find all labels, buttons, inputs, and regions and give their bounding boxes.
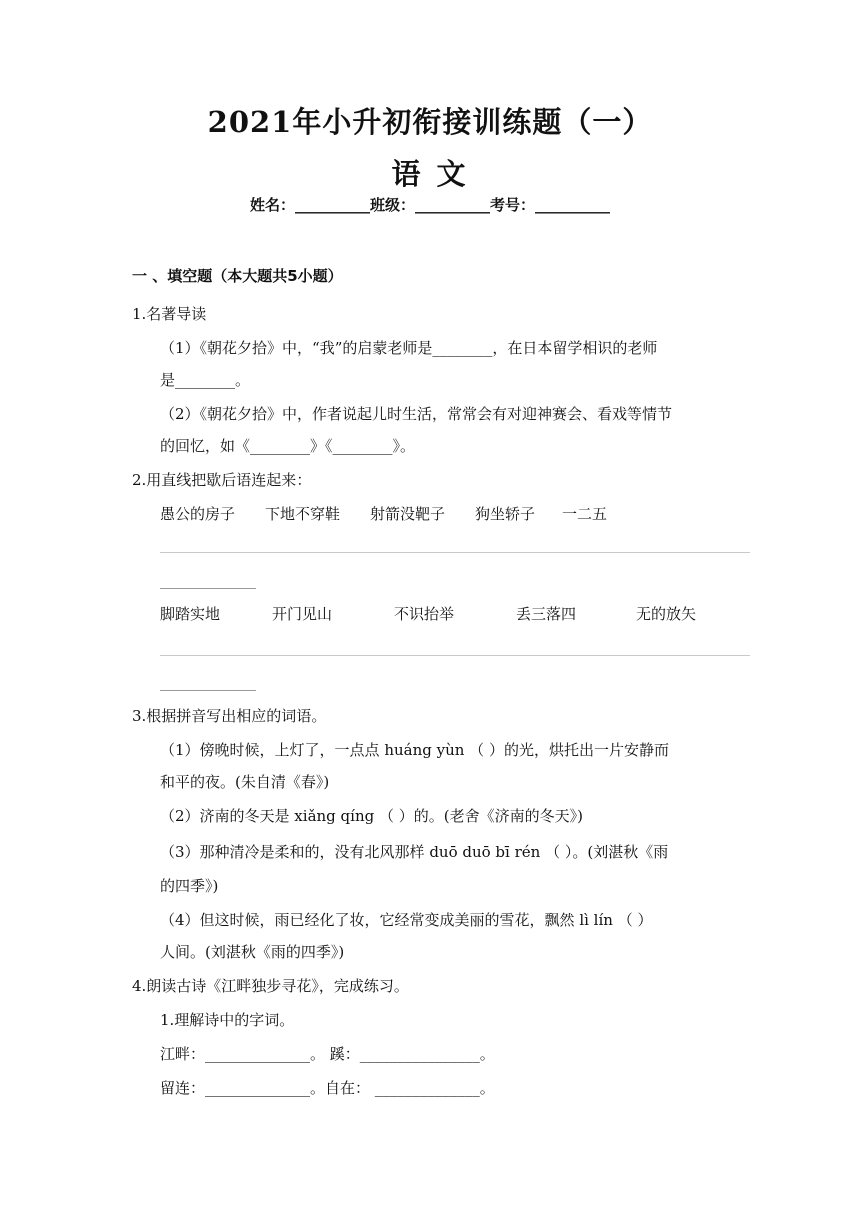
question-2-title: 2.用直线把歇后语连起来：	[132, 471, 312, 489]
idiom-item: 狗坐轿子	[475, 505, 536, 523]
subject-title: 语 文	[391, 157, 469, 191]
question-1-part-1-line-1: （1）《朝花夕拾》中，“我”的启蒙老师是________，在日本留学相识的老师	[160, 339, 658, 357]
question-3-line-3: （2）济南的冬天是 xiǎng qíng （ ）的。(老舍《济南的冬天》)	[160, 807, 583, 825]
answer-line-short	[160, 690, 256, 691]
page-title: 2021年小升初衔接训练题（一）	[207, 105, 653, 139]
answer-line	[160, 552, 750, 553]
question-3-line-6: （4）但这时候，雨已经化了妆，它经常变成美丽的雪花，飘然 lì lín （ ）	[160, 911, 653, 929]
idiom-item: 下地不穿鞋	[265, 505, 341, 523]
idiom-item: 一二五	[562, 505, 608, 523]
question-1-part-2-line-1: （2）《朝花夕拾》中，作者说起儿时生活，常常会有对迎神赛会、看戏等情节	[160, 405, 673, 423]
answer-line-short	[160, 588, 256, 589]
idiom-item: 射箭没靶子	[370, 505, 446, 523]
idiom-item: 脚踏实地	[160, 605, 221, 623]
question-3-line-1: （1）傍晚时候，上灯了，一点点 huáng yùn （ ）的光，烘托出一片安静而	[160, 741, 669, 759]
question-4-sub-1: 1.理解诗中的字词。	[160, 1011, 295, 1029]
question-3-line-5: 的四季》)	[160, 877, 219, 895]
question-3-line-7: 人间。(刘湛秋《雨的四季》)	[160, 943, 345, 961]
question-3-line-2: 和平的夜。(朱自清《春》)	[160, 773, 330, 791]
question-4-line-a: 江畔：______________。 蹊：________________。	[160, 1045, 495, 1063]
idiom-item: 开门见山	[272, 605, 333, 623]
question-1-title: 1.名著导读	[132, 305, 207, 323]
answer-line	[160, 655, 750, 656]
student-info-line: 姓名：__________班级：__________考号：__________	[249, 196, 610, 214]
idiom-item: 愚公的房子	[160, 505, 236, 523]
question-1-part-2-line-2: 的回忆，如《________》《________》。	[160, 437, 416, 455]
idiom-row-2	[160, 604, 696, 624]
idiom-item: 无的放矢	[636, 605, 697, 623]
question-4-line-b: 留连：______________。自在： ______________。	[160, 1079, 495, 1097]
idiom-item: 丢三落四	[516, 605, 577, 623]
idiom-item: 不识抬举	[394, 605, 455, 623]
idiom-row-1	[160, 504, 607, 524]
question-1-part-1-line-2: 是________。	[160, 371, 251, 389]
question-4-title: 4.朗读古诗《江畔独步寻花》，完成练习。	[132, 977, 409, 995]
section-heading: 一 、填空题（本大题共5小题）	[132, 267, 343, 285]
question-3-title: 3.根据拼音写出相应的词语。	[132, 707, 327, 725]
question-3-line-4: （3）那种清冷是柔和的，没有北风那样 duō duō bī rén （ ）。(刘湛秋《雨	[160, 843, 669, 861]
